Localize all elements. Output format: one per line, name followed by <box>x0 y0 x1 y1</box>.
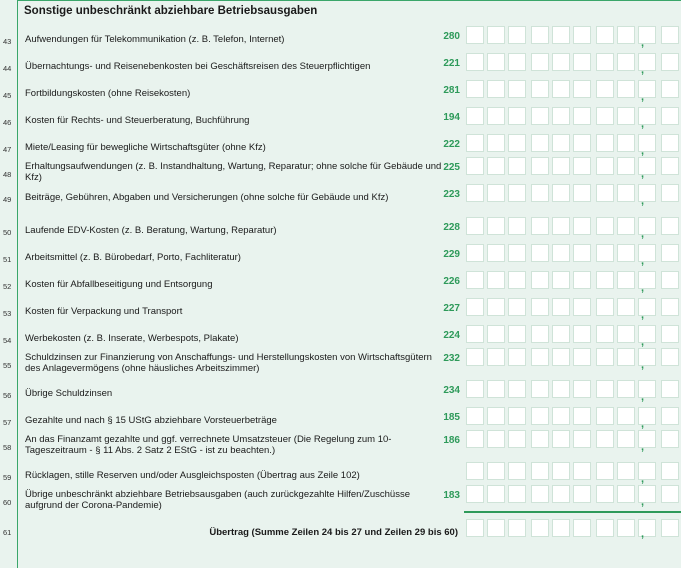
line-number: 60 <box>3 498 12 507</box>
digit-cell[interactable] <box>466 485 484 503</box>
digit-cell[interactable] <box>466 380 484 398</box>
digit-cell[interactable] <box>508 325 526 343</box>
digit-cell[interactable] <box>531 107 549 125</box>
field-code: 234 <box>443 385 460 396</box>
digit-cell[interactable] <box>508 80 526 98</box>
row-label: Beiträge, Gebühren, Abgaben und Versicherungen (ohne solche für Gebäude und Kfz) <box>25 192 389 203</box>
digit-cell[interactable] <box>573 107 591 125</box>
digit-cell[interactable] <box>508 519 526 537</box>
total-separator <box>464 511 681 513</box>
digit-cell[interactable] <box>573 519 591 537</box>
amount-field[interactable] <box>466 134 681 152</box>
digit-cell[interactable] <box>596 430 614 448</box>
decimal-comma: , <box>641 282 645 294</box>
digit-cell[interactable] <box>552 485 570 503</box>
amount-field[interactable] <box>466 325 681 343</box>
digit-cell[interactable] <box>573 485 591 503</box>
line-number: 50 <box>3 228 12 237</box>
row-label: Aufwendungen für Telekommunikation (z. B. Telefon, Internet) <box>25 34 285 45</box>
digit-cell[interactable] <box>661 298 679 316</box>
digit-cell[interactable] <box>596 348 614 366</box>
amount-field[interactable] <box>466 430 681 448</box>
line-number: 59 <box>3 473 12 482</box>
digit-cell[interactable] <box>508 380 526 398</box>
digit-cell[interactable] <box>617 53 635 71</box>
digit-cell[interactable] <box>531 134 549 152</box>
digit-cell[interactable] <box>552 380 570 398</box>
digit-cell[interactable] <box>466 244 484 262</box>
digit-cell[interactable] <box>466 407 484 425</box>
digit-cell[interactable] <box>552 462 570 480</box>
digit-cell[interactable] <box>617 348 635 366</box>
line-number: 56 <box>3 391 12 400</box>
amount-field[interactable] <box>466 485 681 503</box>
digit-cell[interactable] <box>573 462 591 480</box>
digit-cell[interactable] <box>596 325 614 343</box>
digit-cell[interactable] <box>573 157 591 175</box>
digit-cell[interactable] <box>596 462 614 480</box>
amount-field[interactable] <box>466 298 681 316</box>
field-code: 280 <box>443 31 460 42</box>
digit-cell[interactable] <box>573 298 591 316</box>
digit-cell[interactable] <box>466 430 484 448</box>
digit-cell[interactable] <box>596 244 614 262</box>
digit-cell[interactable] <box>661 519 679 537</box>
digit-cell[interactable] <box>508 462 526 480</box>
digit-cell[interactable] <box>617 134 635 152</box>
decimal-comma: , <box>641 496 645 508</box>
decimal-comma: , <box>641 528 645 540</box>
line-number: 61 <box>3 528 12 537</box>
digit-cell[interactable] <box>596 485 614 503</box>
digit-cell[interactable] <box>573 430 591 448</box>
row-label: Fortbildungskosten (ohne Reisekosten) <box>25 88 191 99</box>
amount-field[interactable] <box>466 217 681 235</box>
digit-cell[interactable] <box>661 80 679 98</box>
digit-cell[interactable] <box>617 462 635 480</box>
line-number: 43 <box>3 37 12 46</box>
digit-cell[interactable] <box>596 157 614 175</box>
digit-cell[interactable] <box>531 407 549 425</box>
field-code: 281 <box>443 85 460 96</box>
digit-cell[interactable] <box>596 184 614 202</box>
digit-cell[interactable] <box>487 325 505 343</box>
digit-cell[interactable] <box>531 485 549 503</box>
digit-cell[interactable] <box>552 107 570 125</box>
digit-cell[interactable] <box>552 157 570 175</box>
row-label: Arbeitsmittel (z. B. Bürobedarf, Porto, Fachliteratur) <box>25 252 241 263</box>
field-code: 224 <box>443 330 460 341</box>
line-number: 51 <box>3 255 12 264</box>
digit-cell[interactable] <box>552 80 570 98</box>
decimal-comma: , <box>641 195 645 207</box>
digit-cell[interactable] <box>573 380 591 398</box>
digit-cell[interactable] <box>573 80 591 98</box>
row-label: Erhaltungsaufwendungen (z. B. Instandhaltung, Wartung, Reparatur; ohne solche für Gebäude und Kfz) <box>25 161 442 183</box>
digit-cell[interactable] <box>487 407 505 425</box>
digit-cell[interactable] <box>617 407 635 425</box>
amount-field[interactable] <box>466 80 681 98</box>
field-code: 227 <box>443 303 460 314</box>
digit-cell[interactable] <box>596 53 614 71</box>
digit-cell[interactable] <box>661 407 679 425</box>
digit-cell[interactable] <box>487 244 505 262</box>
digit-cell[interactable] <box>487 26 505 44</box>
line-number: 47 <box>3 145 12 154</box>
digit-cell[interactable] <box>552 430 570 448</box>
decimal-comma: , <box>641 91 645 103</box>
digit-cell[interactable] <box>508 430 526 448</box>
digit-cell[interactable] <box>466 157 484 175</box>
decimal-comma: , <box>641 37 645 49</box>
digit-cell[interactable] <box>531 244 549 262</box>
digit-cell[interactable] <box>596 271 614 289</box>
digit-cell[interactable] <box>552 217 570 235</box>
line-number: 58 <box>3 443 12 452</box>
digit-cell[interactable] <box>661 271 679 289</box>
field-code: 222 <box>443 139 460 150</box>
digit-cell[interactable] <box>487 134 505 152</box>
digit-cell[interactable] <box>487 298 505 316</box>
digit-cell[interactable] <box>617 430 635 448</box>
field-code: 186 <box>443 435 460 446</box>
digit-cell[interactable] <box>573 53 591 71</box>
field-code: 221 <box>443 58 460 69</box>
line-number: 55 <box>3 361 12 370</box>
digit-cell[interactable] <box>508 217 526 235</box>
digit-cell[interactable] <box>508 53 526 71</box>
digit-cell[interactable] <box>573 184 591 202</box>
amount-field[interactable] <box>466 53 681 71</box>
digit-cell[interactable] <box>466 298 484 316</box>
digit-cell[interactable] <box>466 325 484 343</box>
digit-cell[interactable] <box>661 430 679 448</box>
section-title: Sonstige unbeschränkt abziehbare Betriebsausgaben <box>24 5 318 17</box>
digit-cell[interactable] <box>661 157 679 175</box>
digit-cell[interactable] <box>487 184 505 202</box>
digit-cell[interactable] <box>531 217 549 235</box>
digit-cell[interactable] <box>508 107 526 125</box>
digit-cell[interactable] <box>508 134 526 152</box>
digit-cell[interactable] <box>552 298 570 316</box>
digit-cell[interactable] <box>531 462 549 480</box>
digit-cell[interactable] <box>466 134 484 152</box>
field-code: 225 <box>443 162 460 173</box>
field-code: 226 <box>443 276 460 287</box>
digit-cell[interactable] <box>596 407 614 425</box>
digit-cell[interactable] <box>531 157 549 175</box>
digit-cell[interactable] <box>596 217 614 235</box>
digit-cell[interactable] <box>617 80 635 98</box>
digit-cell[interactable] <box>487 107 505 125</box>
digit-cell[interactable] <box>508 298 526 316</box>
amount-field[interactable] <box>466 107 681 125</box>
decimal-comma: , <box>641 309 645 321</box>
digit-cell[interactable] <box>487 271 505 289</box>
amount-field[interactable] <box>466 348 681 366</box>
line-number: 44 <box>3 64 12 73</box>
decimal-comma: , <box>641 391 645 403</box>
digit-cell[interactable] <box>531 348 549 366</box>
digit-cell[interactable] <box>531 430 549 448</box>
digit-cell[interactable] <box>487 462 505 480</box>
digit-cell[interactable] <box>661 485 679 503</box>
digit-cell[interactable] <box>596 26 614 44</box>
decimal-comma: , <box>641 255 645 267</box>
digit-cell[interactable] <box>617 157 635 175</box>
amount-field[interactable] <box>466 157 681 175</box>
digit-cell[interactable] <box>531 519 549 537</box>
digit-cell[interactable] <box>487 519 505 537</box>
digit-cell[interactable] <box>661 134 679 152</box>
digit-cell[interactable] <box>466 80 484 98</box>
digit-cell[interactable] <box>552 26 570 44</box>
row-label: Werbekosten (z. B. Inserate, Werbespots, Plakate) <box>25 333 239 344</box>
decimal-comma: , <box>641 336 645 348</box>
line-number: 53 <box>3 309 12 318</box>
digit-cell[interactable] <box>487 217 505 235</box>
digit-cell[interactable] <box>552 325 570 343</box>
digit-cell[interactable] <box>466 184 484 202</box>
digit-cell[interactable] <box>466 348 484 366</box>
digit-cell[interactable] <box>508 271 526 289</box>
digit-cell[interactable] <box>617 107 635 125</box>
digit-cell[interactable] <box>552 271 570 289</box>
line-number: 46 <box>3 118 12 127</box>
digit-cell[interactable] <box>596 298 614 316</box>
digit-cell[interactable] <box>617 325 635 343</box>
digit-cell[interactable] <box>487 430 505 448</box>
line-number: 54 <box>3 336 12 345</box>
digit-cell[interactable] <box>487 485 505 503</box>
field-code: 183 <box>443 490 460 501</box>
amount-field[interactable] <box>466 184 681 202</box>
decimal-comma: , <box>641 64 645 76</box>
row-label: An das Finanzamt gezahlte und ggf. verrechnete Umsatzsteuer (Die Regelung zum 10-Tageszeitraum - § 11 Abs. 2 Satz 2 EStG - ist zu beachten.) <box>25 434 392 456</box>
line-number: 48 <box>3 170 12 179</box>
row-label: Übrige Schuldzinsen <box>25 388 113 399</box>
decimal-comma: , <box>641 418 645 430</box>
digit-cell[interactable] <box>596 134 614 152</box>
decimal-comma: , <box>641 145 645 157</box>
digit-cell[interactable] <box>573 26 591 44</box>
digit-cell[interactable] <box>487 53 505 71</box>
digit-cell[interactable] <box>661 26 679 44</box>
decimal-comma: , <box>641 359 645 371</box>
decimal-comma: , <box>641 118 645 130</box>
total-label: Übertrag (Summe Zeilen 24 bis 27 und Zeilen 29 bis 60) <box>209 527 458 538</box>
digit-cell[interactable] <box>531 271 549 289</box>
digit-cell[interactable] <box>466 53 484 71</box>
row-label: Laufende EDV-Kosten (z. B. Beratung, Wartung, Reparatur) <box>25 225 277 236</box>
digit-cell[interactable] <box>487 380 505 398</box>
digit-cell[interactable] <box>661 53 679 71</box>
digit-cell[interactable] <box>508 244 526 262</box>
row-label: Übernachtungs- und Reisenebenkosten bei Geschäftsreisen des Steuerpflichtigen <box>25 61 371 72</box>
digit-cell[interactable] <box>466 26 484 44</box>
digit-cell[interactable] <box>596 380 614 398</box>
field-code: 223 <box>443 189 460 200</box>
digit-cell[interactable] <box>573 407 591 425</box>
digit-cell[interactable] <box>661 244 679 262</box>
digit-cell[interactable] <box>531 80 549 98</box>
line-number: 45 <box>3 91 12 100</box>
digit-cell[interactable] <box>661 107 679 125</box>
field-code: 228 <box>443 222 460 233</box>
digit-cell[interactable] <box>617 271 635 289</box>
digit-cell[interactable] <box>487 348 505 366</box>
decimal-comma: , <box>641 228 645 240</box>
digit-cell[interactable] <box>552 53 570 71</box>
digit-cell[interactable] <box>466 107 484 125</box>
digit-cell[interactable] <box>596 107 614 125</box>
digit-cell[interactable] <box>617 298 635 316</box>
digit-cell[interactable] <box>552 244 570 262</box>
row-label: Kosten für Rechts- und Steuerberatung, Buchführung <box>25 115 250 126</box>
total-amount-field[interactable] <box>466 519 681 537</box>
digit-cell[interactable] <box>531 325 549 343</box>
digit-cell[interactable] <box>573 348 591 366</box>
digit-cell[interactable] <box>531 184 549 202</box>
digit-cell[interactable] <box>552 134 570 152</box>
amount-field[interactable] <box>466 380 681 398</box>
digit-cell[interactable] <box>552 348 570 366</box>
digit-cell[interactable] <box>617 184 635 202</box>
digit-cell[interactable] <box>573 325 591 343</box>
digit-cell[interactable] <box>596 519 614 537</box>
amount-field[interactable] <box>466 26 681 44</box>
digit-cell[interactable] <box>573 271 591 289</box>
digit-cell[interactable] <box>617 519 635 537</box>
digit-cell[interactable] <box>573 244 591 262</box>
digit-cell[interactable] <box>552 184 570 202</box>
decimal-comma: , <box>641 168 645 180</box>
digit-cell[interactable] <box>508 157 526 175</box>
row-label: Schuldzinsen zur Finanzierung von Anschaffungs- und Herstellungskosten von Wirtschaftsgütern des Anlagevermögens (ohne häusliches Arbeitszimmer) <box>25 352 432 374</box>
amount-field[interactable] <box>466 407 681 425</box>
digit-cell[interactable] <box>466 462 484 480</box>
line-number: 57 <box>3 418 12 427</box>
digit-cell[interactable] <box>487 80 505 98</box>
amount-field[interactable] <box>466 271 681 289</box>
field-code: 194 <box>443 112 460 123</box>
digit-cell[interactable] <box>573 217 591 235</box>
digit-cell[interactable] <box>531 380 549 398</box>
line-number: 49 <box>3 195 12 204</box>
digit-cell[interactable] <box>508 348 526 366</box>
decimal-comma: , <box>641 473 645 485</box>
digit-cell[interactable] <box>661 217 679 235</box>
digit-cell[interactable] <box>508 407 526 425</box>
row-label: Kosten für Abfallbeseitigung und Entsorgung <box>25 279 213 290</box>
digit-cell[interactable] <box>508 184 526 202</box>
line-number: 52 <box>3 282 12 291</box>
digit-cell[interactable] <box>617 485 635 503</box>
digit-cell[interactable] <box>661 348 679 366</box>
digit-cell[interactable] <box>508 26 526 44</box>
row-label: Übrige unbeschränkt abziehbare Betriebsausgaben (auch zurückgezahlte Hilfen/Zuschüsse aufgrund der Corona-Pandemie) <box>25 489 410 511</box>
digit-cell[interactable] <box>617 217 635 235</box>
amount-field[interactable] <box>466 462 681 480</box>
digit-cell[interactable] <box>661 325 679 343</box>
digit-cell[interactable] <box>617 380 635 398</box>
digit-cell[interactable] <box>661 380 679 398</box>
row-label: Miete/Leasing für bewegliche Wirtschaftsgüter (ohne Kfz) <box>25 142 266 153</box>
row-label: Gezahlte und nach § 15 UStG abziehbare Vorsteuerbeträge <box>25 415 277 426</box>
digit-cell[interactable] <box>466 271 484 289</box>
digit-cell[interactable] <box>552 519 570 537</box>
row-label: Rücklagen, stille Reserven und/oder Ausgleichsposten (Übertrag aus Zeile 102) <box>25 470 360 481</box>
digit-cell[interactable] <box>487 157 505 175</box>
digit-cell[interactable] <box>466 217 484 235</box>
digit-cell[interactable] <box>466 519 484 537</box>
digit-cell[interactable] <box>552 407 570 425</box>
decimal-comma: , <box>641 441 645 453</box>
row-label: Kosten für Verpackung und Transport <box>25 306 183 317</box>
digit-cell[interactable] <box>661 462 679 480</box>
amount-field[interactable] <box>466 244 681 262</box>
field-code: 232 <box>443 353 460 364</box>
digit-cell[interactable] <box>508 485 526 503</box>
field-code: 229 <box>443 249 460 260</box>
digit-cell[interactable] <box>531 298 549 316</box>
digit-cell[interactable] <box>617 26 635 44</box>
digit-cell[interactable] <box>617 244 635 262</box>
digit-cell[interactable] <box>531 53 549 71</box>
digit-cell[interactable] <box>596 80 614 98</box>
digit-cell[interactable] <box>573 134 591 152</box>
field-code: 185 <box>443 412 460 423</box>
digit-cell[interactable] <box>531 26 549 44</box>
digit-cell[interactable] <box>661 184 679 202</box>
